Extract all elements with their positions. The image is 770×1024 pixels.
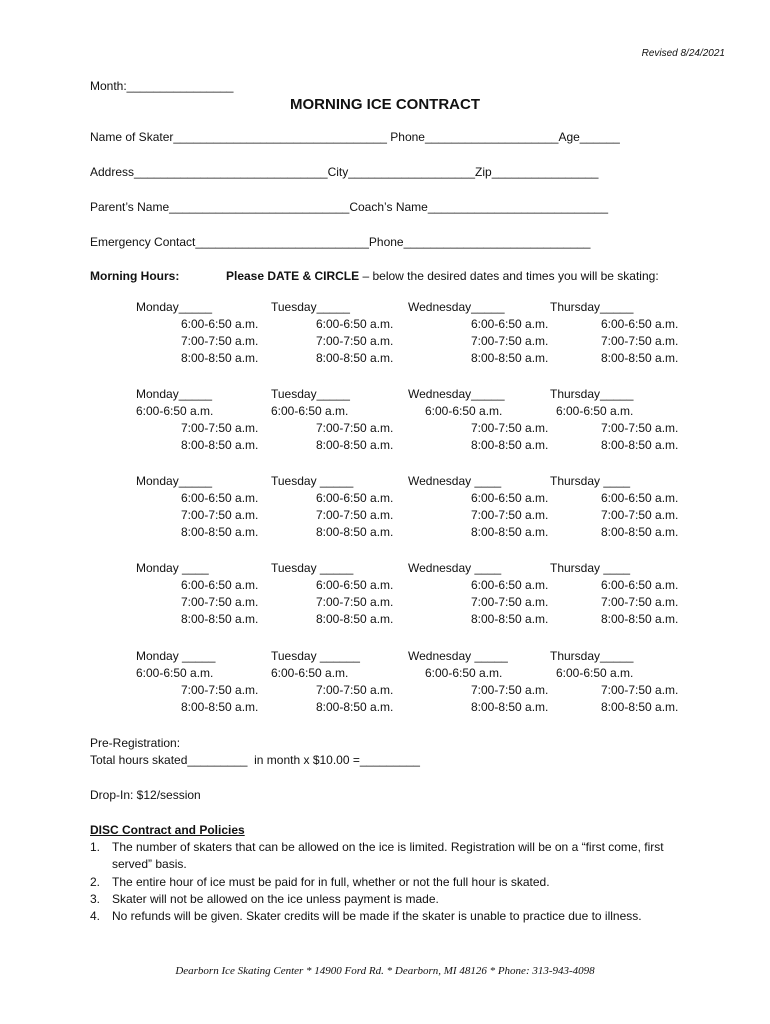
time-slot[interactable]: 7:00-7:50 a.m. [181,683,259,697]
wednesday-date-field[interactable]: Wednesday_____ [408,300,505,314]
parent-coach-line[interactable]: Parent’s Name___________________________Coach’s Name___________________________ [90,200,609,214]
week-block-1 [0,299,770,369]
policy-item [90,839,664,855]
total-hours-field[interactable]: Total hours skated_________ in month x $10.00 =_________ [90,753,420,767]
time-slot[interactable]: 6:00-6:50 a.m. [271,666,349,680]
time-slot[interactable]: 6:00-6:50 a.m. [425,404,503,418]
monday-date-field[interactable]: Monday_____ [136,474,213,488]
time-slot[interactable]: 8:00-8:50 a.m. [316,525,394,539]
time-slot[interactable]: 6:00-6:50 a.m. [181,317,259,331]
time-slot[interactable]: 6:00-6:50 a.m. [601,491,679,505]
wednesday-date-field[interactable]: Wednesday ____ [408,474,502,488]
time-slot[interactable]: 6:00-6:50 a.m. [556,666,634,680]
time-slot[interactable]: 8:00-8:50 a.m. [471,700,549,714]
monday-date-field[interactable]: Monday ____ [136,561,209,575]
time-slot[interactable]: 7:00-7:50 a.m. [471,334,549,348]
time-slot[interactable]: 6:00-6:50 a.m. [471,491,549,505]
morning-hours-label: Morning Hours: [90,269,180,283]
page-title: MORNING ICE CONTRACT [290,96,480,113]
instruction-emphasis: Please DATE & CIRCLE [226,269,360,283]
time-slot[interactable]: 8:00-8:50 a.m. [601,351,679,365]
wednesday-date-field[interactable]: Wednesday _____ [408,649,508,663]
drop-in-price: Drop-In: $12/session [90,788,201,802]
time-slot[interactable]: 6:00-6:50 a.m. [601,317,679,331]
time-slot[interactable]: 7:00-7:50 a.m. [181,508,259,522]
time-slot[interactable]: 6:00-6:50 a.m. [136,404,214,418]
policies-heading: DISC Contract and Policies [90,823,245,837]
preregistration-heading: Pre-Registration: [90,736,181,750]
time-slot[interactable]: 8:00-8:50 a.m. [316,700,394,714]
time-slot[interactable]: 7:00-7:50 a.m. [471,595,549,609]
time-slot[interactable]: 6:00-6:50 a.m. [136,666,214,680]
monday-date-field[interactable]: Monday _____ [136,649,216,663]
time-slot[interactable]: 8:00-8:50 a.m. [471,612,549,626]
time-slot[interactable]: 7:00-7:50 a.m. [316,508,394,522]
hours-instruction [226,268,659,284]
time-slot[interactable]: 7:00-7:50 a.m. [181,334,259,348]
time-slot[interactable]: 8:00-8:50 a.m. [316,612,394,626]
time-slot[interactable]: 7:00-7:50 a.m. [181,421,259,435]
time-slot[interactable]: 7:00-7:50 a.m. [181,595,259,609]
thursday-date-field[interactable]: Thursday ____ [550,474,631,488]
time-slot[interactable]: 6:00-6:50 a.m. [601,578,679,592]
time-slot[interactable]: 6:00-6:50 a.m. [181,578,259,592]
time-slot[interactable]: 6:00-6:50 a.m. [271,404,349,418]
time-slot[interactable]: 8:00-8:50 a.m. [181,351,259,365]
thursday-date-field[interactable]: Thursday ____ [550,561,631,575]
policy-text-continued: served” basis. [112,857,187,871]
time-slot[interactable]: 7:00-7:50 a.m. [471,508,549,522]
week-block-5 [0,648,770,718]
tuesday-date-field[interactable]: Tuesday_____ [271,300,350,314]
monday-date-field[interactable]: Monday_____ [136,387,213,401]
time-slot[interactable]: 8:00-8:50 a.m. [601,438,679,452]
time-slot[interactable]: 7:00-7:50 a.m. [316,683,394,697]
address-line[interactable]: Address_____________________________City___________________Zip________________ [90,165,599,179]
time-slot[interactable]: 8:00-8:50 a.m. [601,525,679,539]
time-slot[interactable]: 8:00-8:50 a.m. [181,438,259,452]
time-slot[interactable]: 8:00-8:50 a.m. [316,438,394,452]
month-field[interactable]: Month:________________ [90,79,234,93]
instruction-text: – below the desired dates and times you will be skating: [359,269,659,283]
policy-text: Skater will not be allowed on the ice unless payment is made. [112,892,439,906]
time-slot[interactable]: 6:00-6:50 a.m. [556,404,634,418]
tuesday-date-field[interactable]: Tuesday ______ [271,649,360,663]
policy-item [90,908,642,924]
time-slot[interactable]: 8:00-8:50 a.m. [181,700,259,714]
policy-item [90,891,439,907]
thursday-date-field[interactable]: Thursday_____ [550,649,634,663]
time-slot[interactable]: 8:00-8:50 a.m. [601,612,679,626]
thursday-date-field[interactable]: Thursday_____ [550,300,634,314]
time-slot[interactable]: 6:00-6:50 a.m. [316,491,394,505]
time-slot[interactable]: 8:00-8:50 a.m. [181,612,259,626]
policy-number: 4. [90,909,101,923]
time-slot[interactable]: 6:00-6:50 a.m. [316,578,394,592]
time-slot[interactable]: 6:00-6:50 a.m. [425,666,503,680]
policy-number: 1. [90,840,101,854]
footer-contact: Dearborn Ice Skating Center * 14900 Ford Rd. * Dearborn, MI 48126 * Phone: 313-943-4098 [175,965,595,977]
time-slot[interactable]: 6:00-6:50 a.m. [316,317,394,331]
time-slot[interactable]: 7:00-7:50 a.m. [601,595,679,609]
monday-date-field[interactable]: Monday_____ [136,300,213,314]
time-slot[interactable]: 7:00-7:50 a.m. [601,508,679,522]
time-slot[interactable]: 7:00-7:50 a.m. [316,595,394,609]
emergency-contact-line[interactable]: Emergency Contact__________________________Phone____________________________ [90,235,591,249]
tuesday-date-field[interactable]: Tuesday _____ [271,561,354,575]
skater-info-line[interactable]: Name of Skater________________________________ Phone____________________Age______ [90,130,620,144]
policy-text: No refunds will be given. Skater credits will be made if the skater is unable to practice due to illness. [112,909,642,923]
time-slot[interactable]: 8:00-8:50 a.m. [471,351,549,365]
policy-number: 3. [90,892,101,906]
time-slot[interactable]: 8:00-8:50 a.m. [471,525,549,539]
week-block-2 [0,386,770,456]
time-slot[interactable]: 8:00-8:50 a.m. [471,438,549,452]
time-slot[interactable]: 6:00-6:50 a.m. [471,317,549,331]
policy-text: The entire hour of ice must be paid for in full, whether or not the full hour is skated. [112,875,550,889]
time-slot[interactable]: 7:00-7:50 a.m. [316,421,394,435]
time-slot[interactable]: 7:00-7:50 a.m. [471,683,549,697]
time-slot[interactable]: 7:00-7:50 a.m. [316,334,394,348]
time-slot[interactable]: 6:00-6:50 a.m. [181,491,259,505]
time-slot[interactable]: 8:00-8:50 a.m. [601,700,679,714]
policy-text: The number of skaters that can be allowed on the ice is limited. Registration will be on a “first come, first [112,840,664,854]
wednesday-date-field[interactable]: Wednesday ____ [408,561,502,575]
tuesday-date-field[interactable]: Tuesday _____ [271,474,354,488]
time-slot[interactable]: 6:00-6:50 a.m. [471,578,549,592]
time-slot[interactable]: 7:00-7:50 a.m. [601,683,679,697]
time-slot[interactable]: 8:00-8:50 a.m. [181,525,259,539]
time-slot[interactable]: 7:00-7:50 a.m. [471,421,549,435]
time-slot[interactable]: 8:00-8:50 a.m. [316,351,394,365]
time-slot[interactable]: 7:00-7:50 a.m. [601,421,679,435]
policy-number: 2. [90,875,101,889]
revised-date: Revised 8/24/2021 [641,48,725,59]
tuesday-date-field[interactable]: Tuesday_____ [271,387,350,401]
week-block-3 [0,473,770,543]
policy-item [90,874,550,890]
time-slot[interactable]: 7:00-7:50 a.m. [601,334,679,348]
week-block-4 [0,560,770,630]
thursday-date-field[interactable]: Thursday_____ [550,387,634,401]
wednesday-date-field[interactable]: Wednesday_____ [408,387,505,401]
